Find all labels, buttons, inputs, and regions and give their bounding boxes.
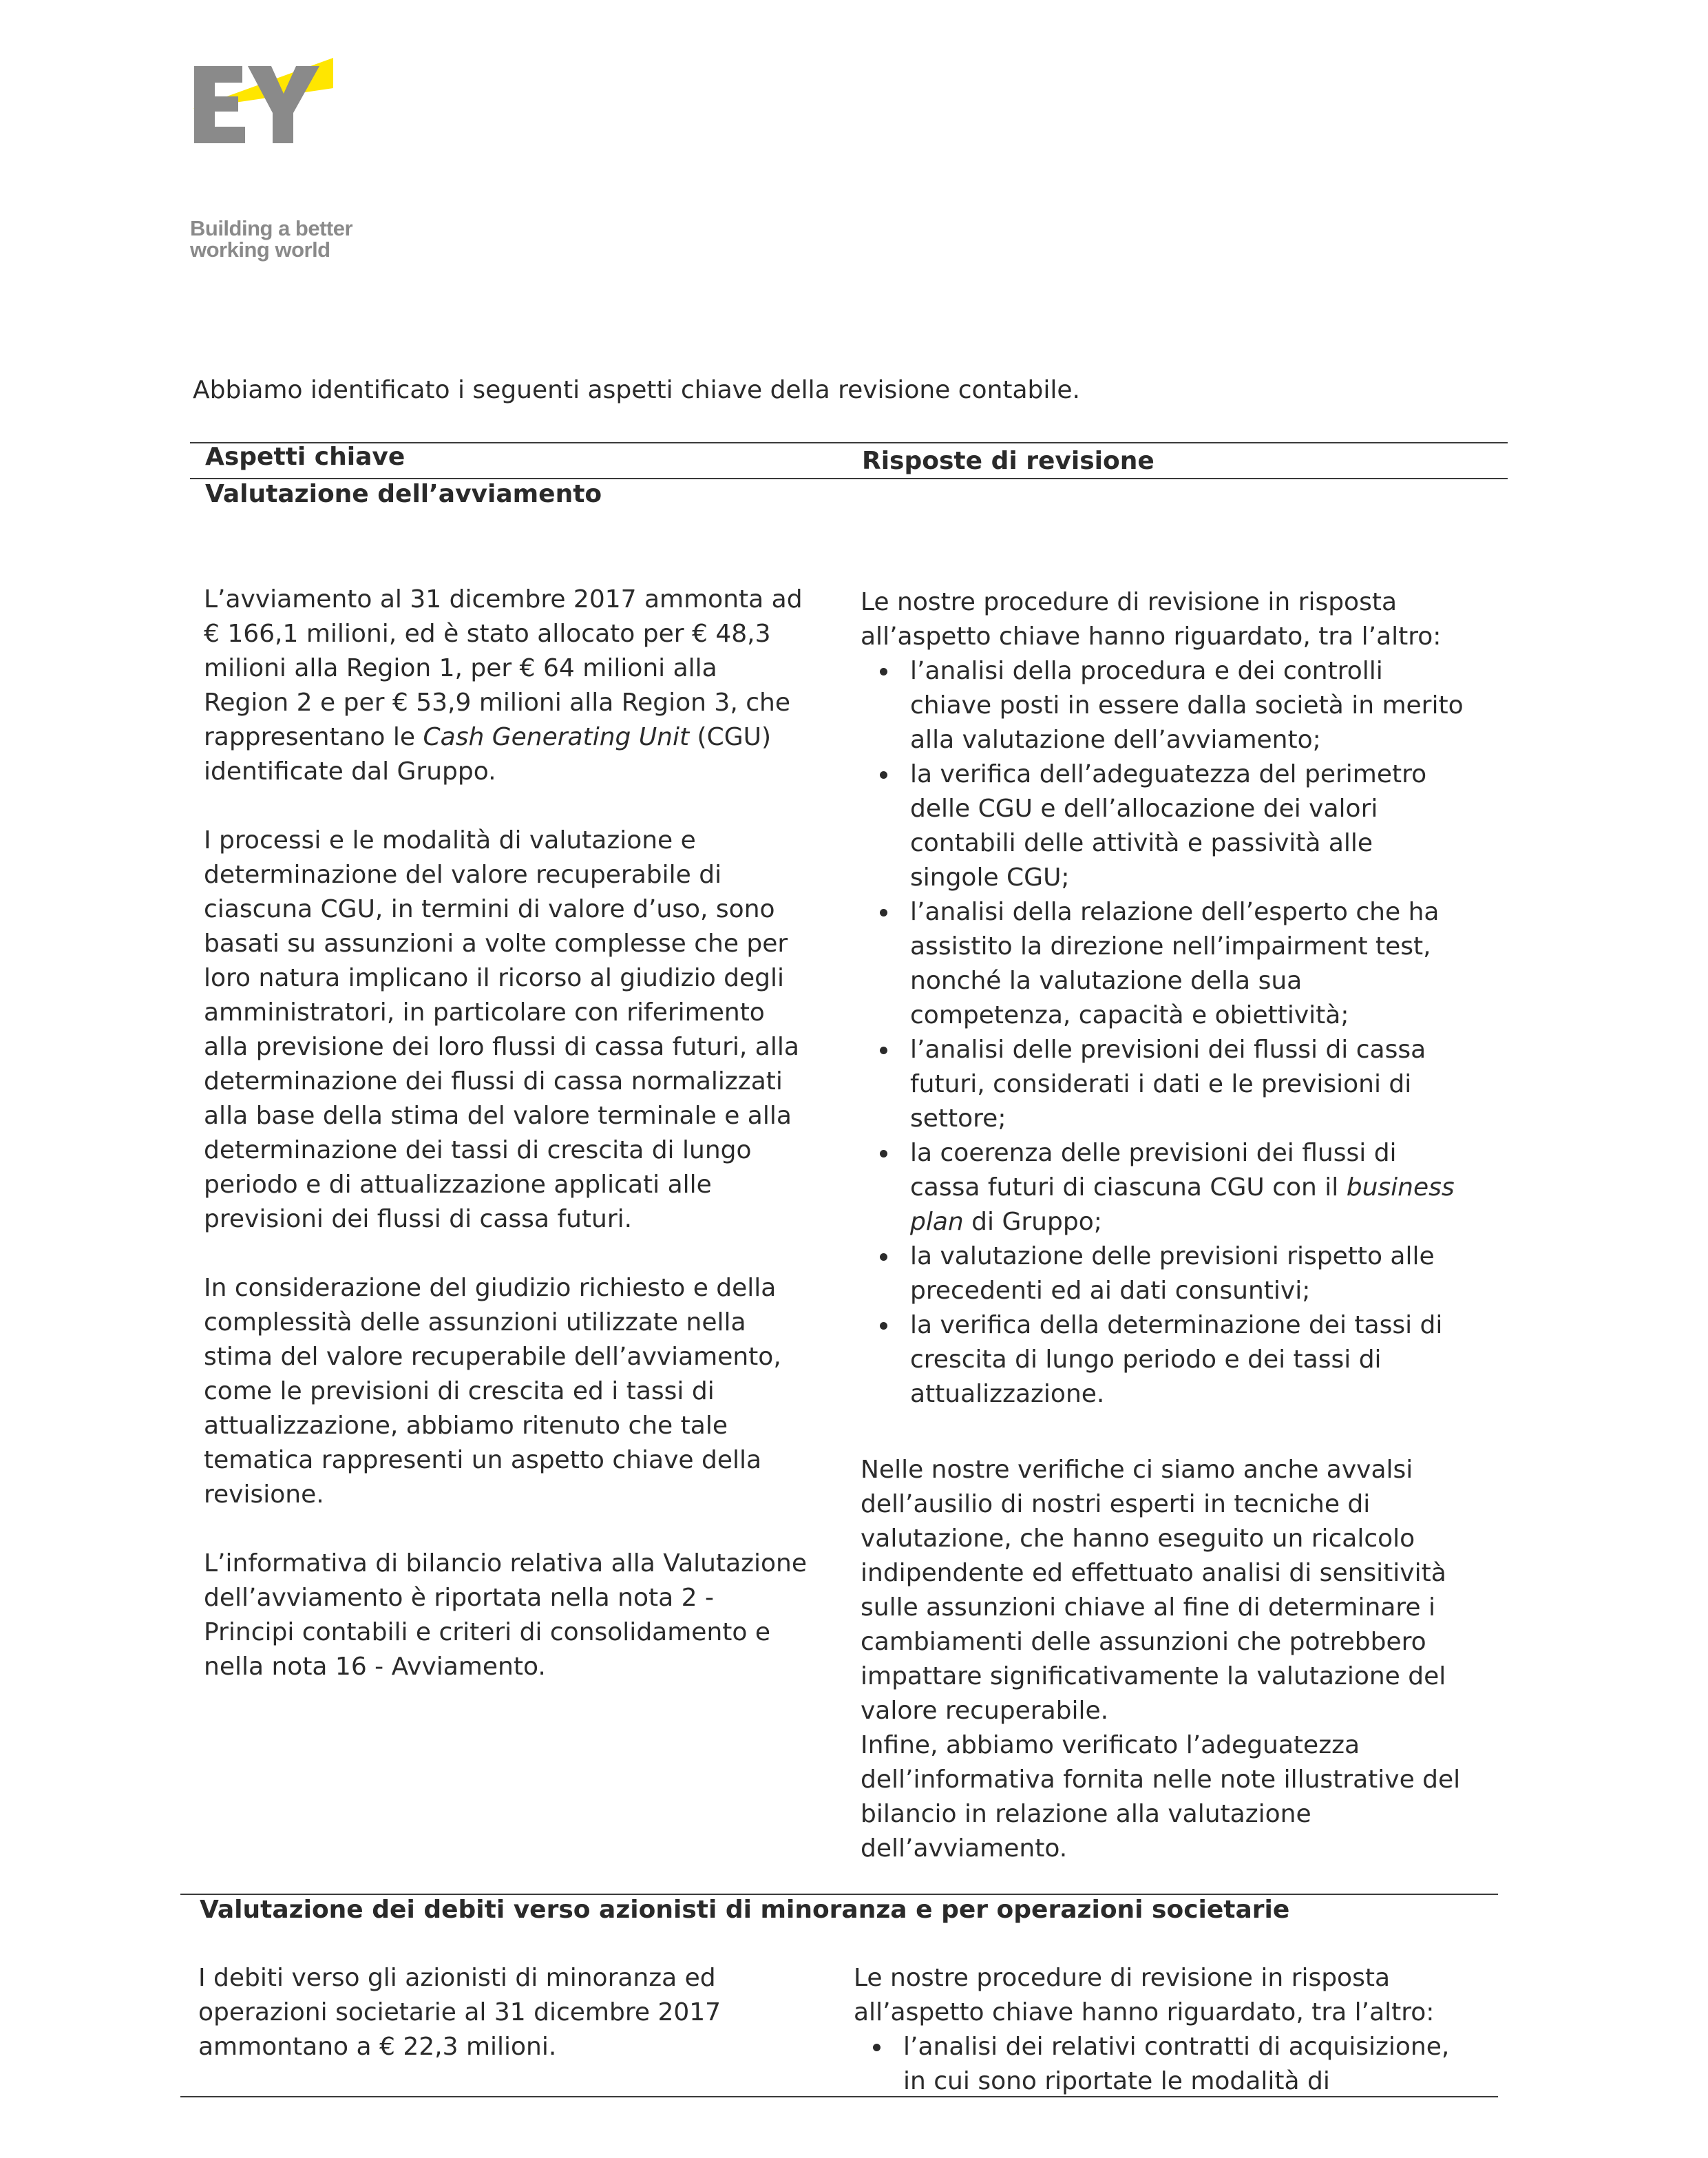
text-line: contabili delle attività e passività alle: [910, 829, 1373, 857]
italic-term: Cash Generating Unit: [423, 723, 690, 751]
text-line: precedenti ed ai dati consuntivi;: [910, 1277, 1311, 1305]
key-aspect-rationale-paragraph: [204, 1271, 837, 1512]
tagline-line-1: Building a better: [190, 216, 353, 240]
text-line: la valutazione delle previsioni rispetto alle: [910, 1242, 1435, 1270]
text-line: chiave posti in essere dalla società in merito: [910, 691, 1464, 720]
text-line: I debiti verso gli azionisti di minoranza ed: [198, 1964, 716, 1992]
text-line: alla previsione dei loro flussi di cassa futuri, alla: [204, 1033, 799, 1061]
list-item: [861, 654, 1508, 757]
text-line: In considerazione del giudizio richiesto e della: [204, 1274, 777, 1302]
text-line: ammontano a € 22,3 milioni.: [198, 2033, 557, 2061]
list-item: [861, 1033, 1508, 1136]
text-line: dell’avviamento.: [861, 1834, 1068, 1863]
text-line: cambiamenti delle assunzioni che potrebbero: [861, 1628, 1426, 1656]
text-line: determinazione dei tassi di crescita di lungo: [204, 1136, 752, 1164]
text-line: alla valutazione dell’avviamento;: [910, 726, 1321, 754]
text-line: L’informativa di bilancio relativa alla Valutazione: [204, 1549, 808, 1578]
text-line: I processi e le modalità di valutazione e: [204, 826, 696, 855]
text-fragment: di Gruppo;: [963, 1208, 1102, 1236]
text-line: valutazione, che hanno eseguito un ricalcolo: [861, 1525, 1415, 1553]
list-item: [861, 1308, 1508, 1412]
text-line: nonché la valutazione della sua: [910, 967, 1303, 995]
text-line: crescita di lungo periodo e dei tassi di: [910, 1345, 1382, 1374]
text-fragment: cassa futuri di ciascuna CGU con il: [910, 1173, 1347, 1202]
text-line: nella nota 16 - Avviamento.: [204, 1653, 546, 1681]
text-line: determinazione dei flussi di cassa normalizzati: [204, 1067, 783, 1096]
text-line: la verifica della determinazione dei tassi di: [910, 1311, 1443, 1339]
experts-paragraph: [861, 1453, 1508, 1728]
text-line: delle CGU e dell’allocazione dei valori: [910, 795, 1378, 823]
ey-tagline: [190, 218, 383, 260]
procedures-intro: [861, 585, 1508, 654]
text-line: la verifica dell’adeguatezza del perimetro: [910, 760, 1427, 788]
intro-text: Abbiamo identificato i seguenti aspetti chiave della revisione contabile.: [193, 376, 1081, 404]
text-line: assistito la direzione nell’impairment test,: [910, 932, 1431, 961]
text-line: Region 2 e per € 53,9 milioni alla Region 3, che: [204, 689, 790, 717]
text-line: sulle assunzioni chiave al fine di determinare i: [861, 1593, 1435, 1622]
text-line: loro natura implicano il ricorso al giudizio degli: [204, 964, 785, 992]
text-line: [910, 1171, 1508, 1205]
section2-procedures-intro: [854, 1961, 1501, 2030]
text-line: singole CGU;: [910, 863, 1070, 892]
text-line: futuri, considerati i dati e le previsioni di: [910, 1070, 1412, 1098]
text-line: la coerenza delle previsioni dei flussi di: [910, 1139, 1397, 1167]
text-line: Le nostre procedure di revisione in risposta: [861, 588, 1398, 616]
text-line: stima del valore recuperabile dell’avviamento,: [204, 1343, 781, 1371]
text-line: impattare significativamente la valutazione del: [861, 1662, 1446, 1690]
text-line: l’analisi della procedura e dei controlli: [910, 657, 1383, 685]
text-line: Le nostre procedure di revisione in risposta: [854, 1964, 1391, 1992]
text-line: alla base della stima del valore terminale e alla: [204, 1102, 792, 1130]
ey-logo: [190, 58, 383, 278]
disclosure-check-paragraph: [861, 1728, 1508, 1866]
italic-term: plan: [910, 1208, 964, 1236]
ey-logo-mark: [190, 58, 328, 147]
text-line: in cui sono riportate le modalità di: [903, 2067, 1330, 2095]
text-line: milioni alla Region 1, per € 64 milioni alla: [204, 654, 717, 682]
list-item: [854, 2030, 1501, 2099]
text-line: competenza, capacità e obiettività;: [910, 1001, 1349, 1029]
text-line: all’aspetto chiave hanno riguardato, tra l’altro:: [861, 622, 1442, 651]
text-line: all’aspetto chiave hanno riguardato, tra l’altro:: [854, 1998, 1435, 2026]
text-line: valore recuperabile.: [861, 1697, 1109, 1725]
valuation-process-paragraph: [204, 824, 837, 1237]
text-line: ciascuna CGU, in termini di valore d’uso, sono: [204, 895, 775, 923]
list-item: [861, 1136, 1508, 1239]
text-line: Principi contabili e criteri di consolidamento e: [204, 1618, 770, 1646]
column-header-key-aspects: Aspetti chiave: [205, 443, 405, 471]
list-item: [861, 895, 1508, 1033]
text-line: € 166,1 milioni, ed è stato allocato per € 48,3: [204, 620, 771, 648]
text-line: operazioni societarie al 31 dicembre 2017: [198, 1998, 721, 2026]
goodwill-amount-paragraph: [204, 583, 837, 789]
text-line: basati su assunzioni a volte complesse che per: [204, 930, 788, 958]
text-line: amministratori, in particolare con riferimento: [204, 998, 765, 1027]
text-line: Nelle nostre verifiche ci siamo anche avvalsi: [861, 1456, 1413, 1484]
disclosure-reference-paragraph: [204, 1547, 837, 1684]
text-line: Infine, abbiamo verificato l’adeguatezza: [861, 1731, 1360, 1759]
text-line: identificate dal Gruppo.: [204, 757, 496, 786]
minority-debts-paragraph: [198, 1961, 832, 2064]
section2-left-column: [198, 1961, 832, 2064]
text-line: revisione.: [204, 1480, 324, 1509]
text-line: [910, 1205, 1508, 1239]
text-line: come le previsioni di crescita ed i tassi di: [204, 1377, 715, 1405]
text-line: dell’avviamento è riportata nella nota 2 -: [204, 1584, 714, 1612]
text-fragment: rappresentano le: [204, 723, 423, 751]
section1-right-column: [861, 585, 1508, 1866]
list-item: [861, 1239, 1508, 1308]
text-line: tematica rappresenti un aspetto chiave della: [204, 1446, 762, 1474]
text-line: l’analisi dei relativi contratti di acquisizione,: [903, 2033, 1450, 2061]
text-line: previsioni dei flussi di cassa futuri.: [204, 1205, 633, 1233]
text-line: indipendente ed effettuato analisi di sensitività: [861, 1559, 1446, 1587]
italic-term: business: [1346, 1173, 1455, 1202]
text-line: L’avviamento al 31 dicembre 2017 ammonta ad: [204, 585, 803, 614]
text-line: settore;: [910, 1104, 1006, 1133]
section2-right-column: [854, 1961, 1501, 2099]
section2-bottom-rule: [180, 2096, 1498, 2097]
list-item: [861, 757, 1508, 895]
tagline-line-2: working world: [190, 238, 330, 262]
section1-left-column: [204, 583, 837, 1684]
text-line: determinazione del valore recuperabile di: [204, 861, 722, 889]
text-line: attualizzazione.: [910, 1380, 1105, 1408]
text-fragment: (CGU): [689, 723, 772, 751]
text-line: [204, 720, 837, 755]
section2-procedures-list: [854, 2030, 1501, 2099]
text-line: complessità delle assunzioni utilizzate nella: [204, 1308, 746, 1337]
section-title-goodwill: Valutazione dell’avviamento: [205, 480, 602, 508]
section-title-minority-debts: Valutazione dei debiti verso azionisti di minoranza e per operazioni societarie: [200, 1896, 1290, 1924]
text-line: periodo e di attualizzazione applicati alle: [204, 1171, 712, 1199]
text-line: dell’informativa fornita nelle note illustrative del: [861, 1766, 1461, 1794]
procedures-list: [861, 654, 1508, 1412]
text-line: attualizzazione, abbiamo ritenuto che tale: [204, 1412, 728, 1440]
text-line: dell’ausilio di nostri esperti in tecniche di: [861, 1490, 1371, 1518]
text-line: l’analisi della relazione dell’esperto che ha: [910, 898, 1440, 926]
text-line: bilancio in relazione alla valutazione: [861, 1800, 1311, 1828]
text-line: l’analisi delle previsioni dei flussi di cassa: [910, 1036, 1426, 1064]
column-header-audit-responses: Risposte di revisione: [862, 447, 1155, 475]
